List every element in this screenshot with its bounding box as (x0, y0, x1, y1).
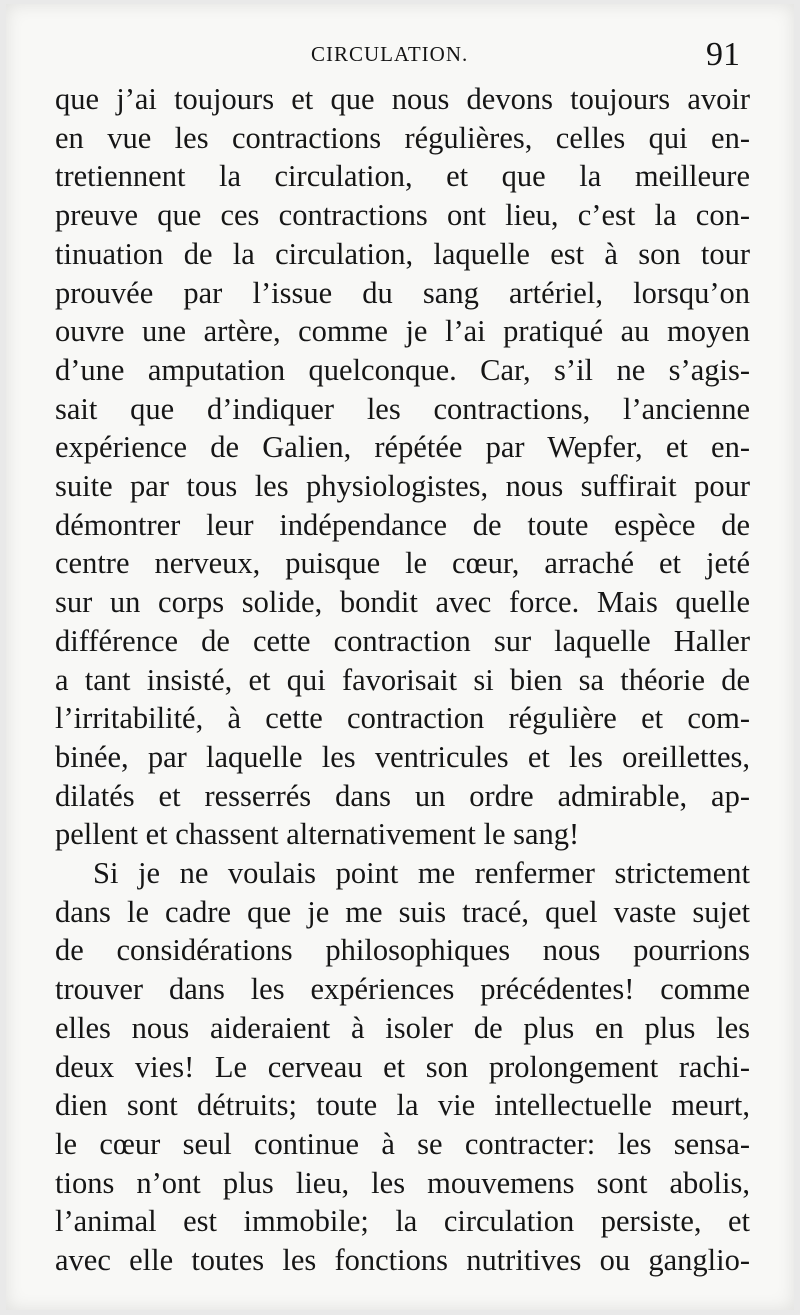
text-line: démontrer leur indépendance de toute espèce de (55, 507, 750, 542)
text-line: d’une amputation quelconque. Car, s’il ne s’agis- (55, 352, 750, 387)
text-line: tions n’ont plus lieu, les mouvemens sont abolis, (55, 1165, 750, 1200)
paragraph-2 (55, 854, 750, 1280)
page-header (6, 36, 794, 78)
paragraph-1 (55, 80, 750, 854)
text-line: de considérations philosophiques nous pourrions (55, 933, 750, 968)
book-page (6, 4, 794, 1310)
text-line: avec elle toutes les fonctions nutritives ou ganglio- (55, 1243, 750, 1278)
text-line: que j’ai toujours et que nous devons toujours avoir (55, 82, 750, 116)
text-line: expérience de Galien, répétée par Wepfer, et en- (55, 430, 750, 465)
text-line: sur un corps solide, bondit avec force. Mais quelle (55, 585, 750, 620)
text-line: trouver dans les expériences précédentes! comme (55, 972, 750, 1007)
text-line: tinuation de la circulation, laquelle est à son tour (55, 236, 750, 271)
text-line: dans le cadre que je me suis tracé, quel vaste sujet (55, 894, 750, 929)
text-line: différence de cette contraction sur laquelle Haller (55, 623, 750, 658)
body-text (55, 80, 750, 1280)
text-line: pellent et chassent alternativement le sang! (55, 817, 580, 852)
text-line: dilatés et resserrés dans un ordre admirable, ap- (55, 778, 750, 813)
text-line: binée, par laquelle les ventricules et les oreillettes, (55, 739, 750, 774)
text-line: le cœur seul continue à se contracter: les sensa- (55, 1126, 750, 1161)
text-line: dien sont détruits; toute la vie intellectuelle meurt, (55, 1088, 750, 1123)
text-line: ouvre une artère, comme je l’ai pratiqué au moyen (55, 314, 750, 349)
text-line: l’animal est immobile; la circulation persiste, et (55, 1204, 750, 1239)
page-number: 91 (706, 36, 740, 73)
text-line: l’irritabilité, à cette contraction régulière et com- (55, 701, 750, 736)
text-line: elles nous aideraient à isoler de plus en plus les (55, 1010, 750, 1045)
text-line: sait que d’indiquer les contractions, l’ancienne (55, 391, 750, 426)
text-line: deux vies! Le cerveau et son prolongement rachi- (55, 1049, 750, 1084)
text-line: tretiennent la circulation, et que la meilleure (55, 159, 750, 194)
text-line: prouvée par l’issue du sang artériel, lorsqu’on (55, 275, 750, 310)
running-head: CIRCULATION. (311, 42, 469, 66)
text-line: suite par tous les physiologistes, nous suffirait pour (55, 469, 750, 504)
text-line: Si je ne voulais point me renfermer strictement (93, 856, 750, 891)
text-line: en vue les contractions régulières, celles qui en- (55, 120, 750, 155)
text-line: centre nerveux, puisque le cœur, arraché et jeté (55, 546, 750, 581)
text-line: preuve que ces contractions ont lieu, c’est la con- (55, 198, 750, 233)
text-line: a tant insisté, et qui favorisait si bien sa théorie de (55, 662, 750, 697)
